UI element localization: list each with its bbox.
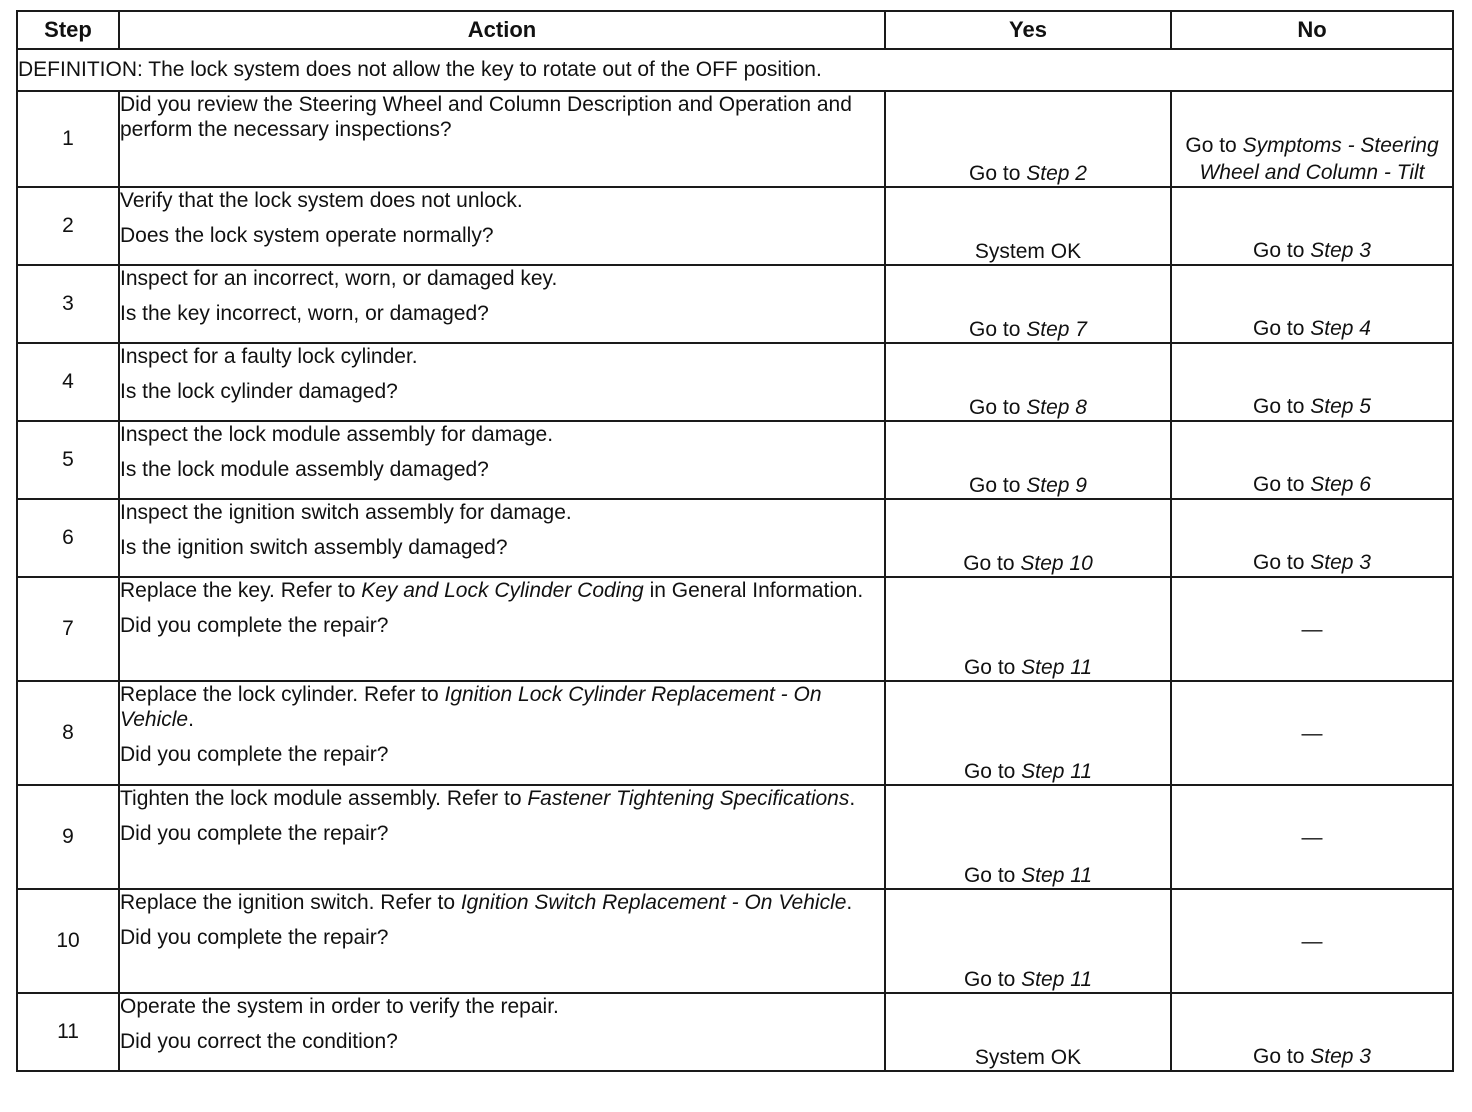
action-reference[interactable]: Ignition Lock Cylinder Replacement - On Vehicle	[120, 683, 822, 731]
action-text: Verify that the lock system does not unlock.	[120, 189, 523, 212]
action-post: .	[846, 891, 853, 914]
action-cell	[119, 187, 885, 265]
step-number: 9	[17, 785, 119, 889]
yes-cell	[885, 577, 1171, 681]
action-pre: Replace the ignition switch. Refer to	[120, 891, 461, 914]
action-cell	[119, 993, 885, 1071]
no-cell	[1171, 265, 1453, 343]
yes-link[interactable]: Step 11	[1021, 760, 1093, 783]
action-post: in General Information.	[643, 579, 864, 602]
table-row	[17, 785, 1453, 889]
action-text: Operate the system in order to verify the repair.	[120, 995, 559, 1018]
no-link[interactable]: Step 3	[1310, 1045, 1371, 1068]
yes-cell	[885, 681, 1171, 785]
no-cell: —	[1171, 889, 1453, 993]
question-text: Is the lock cylinder damaged?	[120, 380, 398, 403]
header-row	[17, 11, 1453, 49]
action-post: .	[849, 787, 856, 810]
step-number: 6	[17, 499, 119, 577]
header-step: Step	[17, 11, 119, 49]
no-prefix: Go to	[1253, 239, 1311, 262]
action-cell	[119, 785, 885, 889]
no-cell: —	[1171, 577, 1453, 681]
no-cell	[1171, 187, 1453, 265]
yes-link[interactable]: Step 11	[1021, 968, 1093, 991]
action-text: Inspect for a faulty lock cylinder.	[120, 345, 418, 368]
no-cell	[1171, 421, 1453, 499]
yes-cell	[885, 265, 1171, 343]
action-cell	[119, 577, 885, 681]
yes-prefix: Go to	[969, 162, 1027, 185]
question-text: Is the lock module assembly damaged?	[120, 458, 489, 481]
action-pre: Replace the lock cylinder. Refer to	[120, 683, 445, 706]
header-no: No	[1171, 11, 1453, 49]
question-text: Did you complete the repair?	[120, 926, 389, 949]
action-text	[120, 890, 884, 915]
yes-link[interactable]: Step 9	[1026, 474, 1087, 497]
action-reference[interactable]: Key and Lock Cylinder Coding	[361, 579, 644, 602]
no-cell: —	[1171, 681, 1453, 785]
no-link[interactable]: Step 3	[1310, 551, 1371, 574]
yes-link[interactable]: Step 8	[1026, 396, 1087, 419]
yes-prefix: Go to	[969, 474, 1027, 497]
yes-link[interactable]: Step 2	[1026, 162, 1087, 185]
question-text: Did you complete the repair?	[120, 743, 389, 766]
header-yes: Yes	[885, 11, 1171, 49]
step-number: 4	[17, 343, 119, 421]
action-cell	[119, 681, 885, 785]
table-row	[17, 91, 1453, 187]
table-row	[17, 577, 1453, 681]
yes-link[interactable]: Step 10	[1020, 552, 1093, 575]
header-action: Action	[119, 11, 885, 49]
no-cell	[1171, 993, 1453, 1071]
action-pre: Tighten the lock module assembly. Refer to	[120, 787, 528, 810]
no-cell	[1171, 499, 1453, 577]
diagnostic-table	[16, 10, 1454, 1072]
table-row	[17, 993, 1453, 1071]
no-prefix: Go to	[1253, 1045, 1311, 1068]
yes-cell: System OK	[885, 187, 1171, 265]
table-row	[17, 343, 1453, 421]
question-text: Is the key incorrect, worn, or damaged?	[120, 302, 489, 325]
no-prefix: Go to	[1253, 551, 1311, 574]
action-cell	[119, 265, 885, 343]
table-row	[17, 187, 1453, 265]
action-text: Inspect for an incorrect, worn, or damaged key.	[120, 267, 558, 290]
table-row	[17, 265, 1453, 343]
no-cell	[1171, 91, 1453, 187]
no-prefix: Go to	[1253, 317, 1311, 340]
yes-cell	[885, 421, 1171, 499]
no-link[interactable]: Step 4	[1310, 317, 1371, 340]
action-text: Inspect the lock module assembly for damage.	[120, 423, 554, 446]
step-number: 7	[17, 577, 119, 681]
yes-prefix: Go to	[969, 318, 1027, 341]
action-reference[interactable]: Ignition Switch Replacement - On Vehicle	[460, 891, 847, 914]
step-number: 5	[17, 421, 119, 499]
yes-cell	[885, 889, 1171, 993]
step-number: 3	[17, 265, 119, 343]
no-link[interactable]: Symptoms - Steering Wheel and Column - Tilt	[1199, 134, 1439, 184]
table-row	[17, 681, 1453, 785]
yes-prefix: Go to	[969, 396, 1027, 419]
question-text: Did you complete the repair?	[120, 822, 389, 845]
action-pre: Replace the key. Refer to	[120, 579, 362, 602]
action-cell	[119, 343, 885, 421]
action-text: Did you review the Steering Wheel and Column Description and Operation and perform the necessary inspections?	[120, 93, 852, 141]
action-reference[interactable]: Fastener Tightening Specifications	[527, 787, 850, 810]
yes-cell	[885, 499, 1171, 577]
no-link[interactable]: Step 5	[1310, 395, 1371, 418]
yes-cell	[885, 785, 1171, 889]
action-text	[120, 786, 884, 811]
action-text	[120, 578, 884, 603]
yes-link[interactable]: Step 7	[1026, 318, 1087, 341]
table-row	[17, 421, 1453, 499]
no-prefix: Go to	[1185, 134, 1243, 157]
action-text	[120, 682, 884, 732]
table-row	[17, 499, 1453, 577]
yes-prefix: Go to	[963, 864, 1022, 887]
action-text: Inspect the ignition switch assembly for damage.	[120, 501, 572, 524]
yes-cell: System OK	[885, 993, 1171, 1071]
action-cell	[119, 421, 885, 499]
yes-prefix: Go to	[963, 656, 1022, 679]
step-number: 10	[17, 889, 119, 993]
no-prefix: Go to	[1253, 473, 1311, 496]
yes-prefix: Go to	[963, 760, 1022, 783]
step-number: 8	[17, 681, 119, 785]
yes-cell	[885, 343, 1171, 421]
definition-text: DEFINITION: The lock system does not allow the key to rotate out of the OFF position.	[17, 49, 1453, 91]
action-cell	[119, 91, 885, 187]
yes-prefix: Go to	[963, 968, 1022, 991]
yes-prefix: Go to	[963, 552, 1021, 575]
action-post: .	[188, 708, 194, 731]
yes-link[interactable]: Step 11	[1021, 864, 1093, 887]
yes-cell	[885, 91, 1171, 187]
table-row	[17, 889, 1453, 993]
question-text: Is the ignition switch assembly damaged?	[120, 536, 508, 559]
step-number: 1	[17, 91, 119, 187]
action-cell	[119, 889, 885, 993]
question-text: Does the lock system operate normally?	[120, 224, 494, 247]
step-number: 2	[17, 187, 119, 265]
no-cell: —	[1171, 785, 1453, 889]
yes-link[interactable]: Step 11	[1021, 656, 1093, 679]
no-prefix: Go to	[1253, 395, 1311, 418]
step-number: 11	[17, 993, 119, 1071]
question-text: Did you complete the repair?	[120, 614, 389, 637]
no-link[interactable]: Step 6	[1310, 473, 1371, 496]
definition-row	[17, 49, 1453, 91]
no-cell	[1171, 343, 1453, 421]
question-text: Did you correct the condition?	[120, 1030, 398, 1053]
no-link[interactable]: Step 3	[1310, 239, 1371, 262]
action-cell	[119, 499, 885, 577]
